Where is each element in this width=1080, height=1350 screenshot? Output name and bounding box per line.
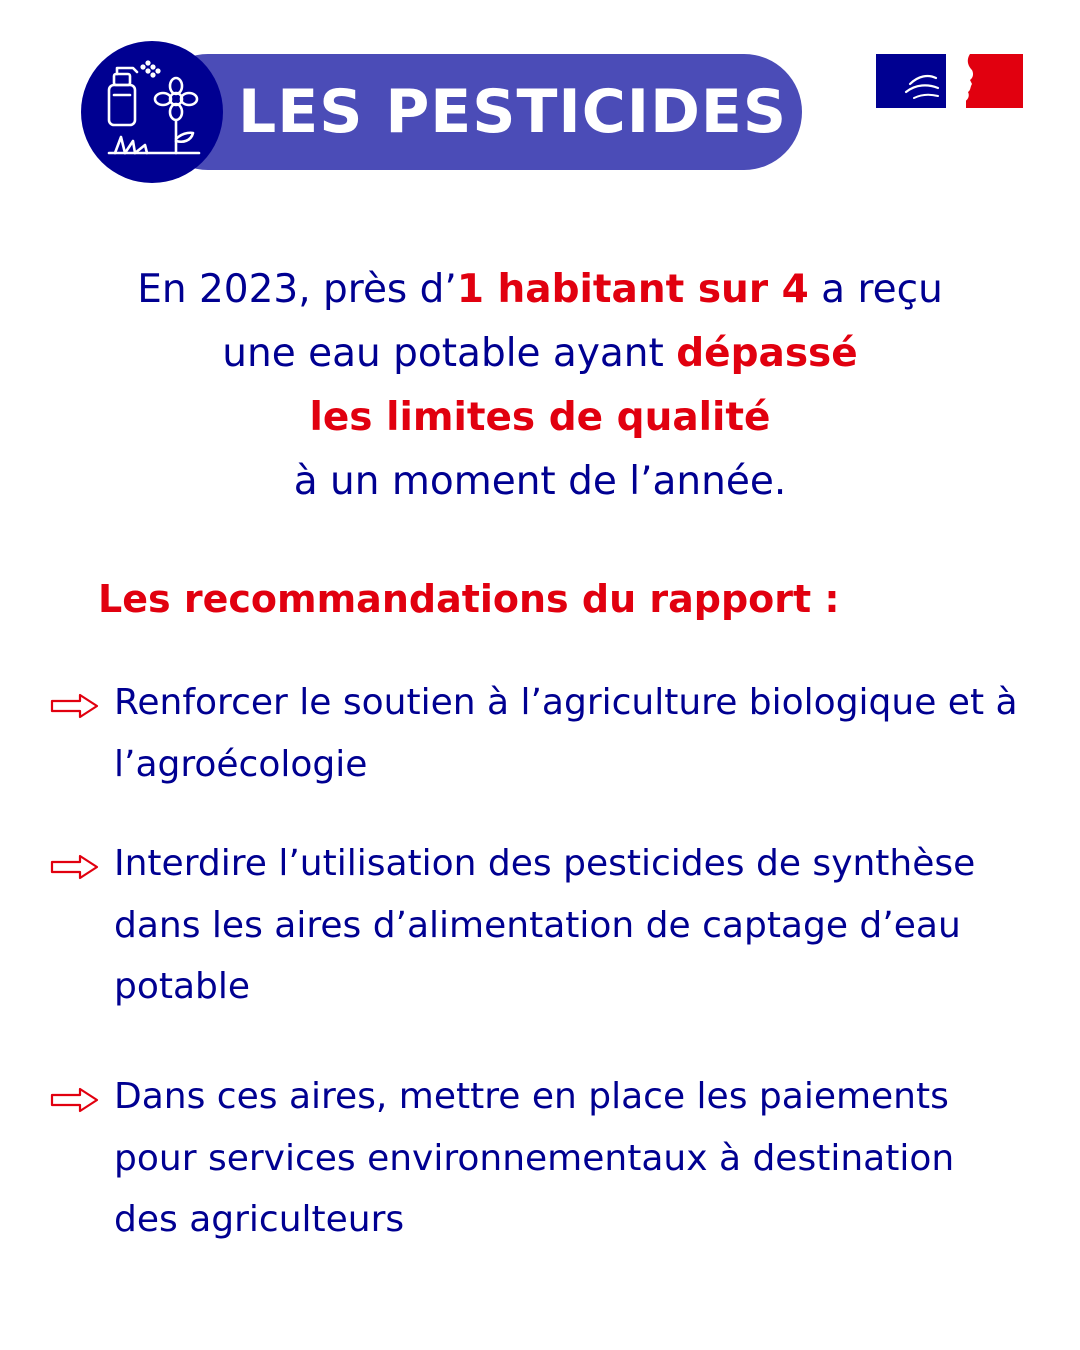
right-arrow-outline-icon: [50, 693, 100, 719]
recommendation-text: Dans ces aires, mettre en place les paiements pour services environnementaux à destination des agriculteurs: [114, 1076, 955, 1240]
recommendation-text: Interdire l’utilisation des pesticides de synthèse dans les aires d’alimentation de captage d’eau potable: [114, 843, 976, 1007]
page-title: LES PESTICIDES: [238, 77, 788, 147]
recommendations-heading: Les recommandations du rapport :: [98, 577, 840, 621]
intro-line-3: [40, 386, 1040, 450]
republique-francaise-marianne-logo: [876, 54, 1023, 108]
pesticide-spray-flower-icon: [81, 41, 223, 183]
highlight-habitants: 1 habitant sur 4: [456, 267, 809, 312]
right-arrow-outline-icon: [50, 1087, 100, 1113]
intro-line-1: En 2023, près d’1 habitant sur 4 a reçu: [137, 267, 943, 312]
intro-line-4: à un moment de l’année.: [293, 459, 787, 504]
right-arrow-outline-icon: [50, 854, 100, 880]
recommendation-text: Renforcer le soutien à l’agriculture biologique et à l’agroécologie: [114, 682, 1018, 785]
intro-line-2: une eau potable ayant dépassé: [222, 331, 858, 376]
highlight-depasse: dépassé: [676, 331, 858, 376]
intro-paragraph: [40, 258, 1040, 514]
highlight-limites: les limites de qualité: [309, 395, 771, 440]
